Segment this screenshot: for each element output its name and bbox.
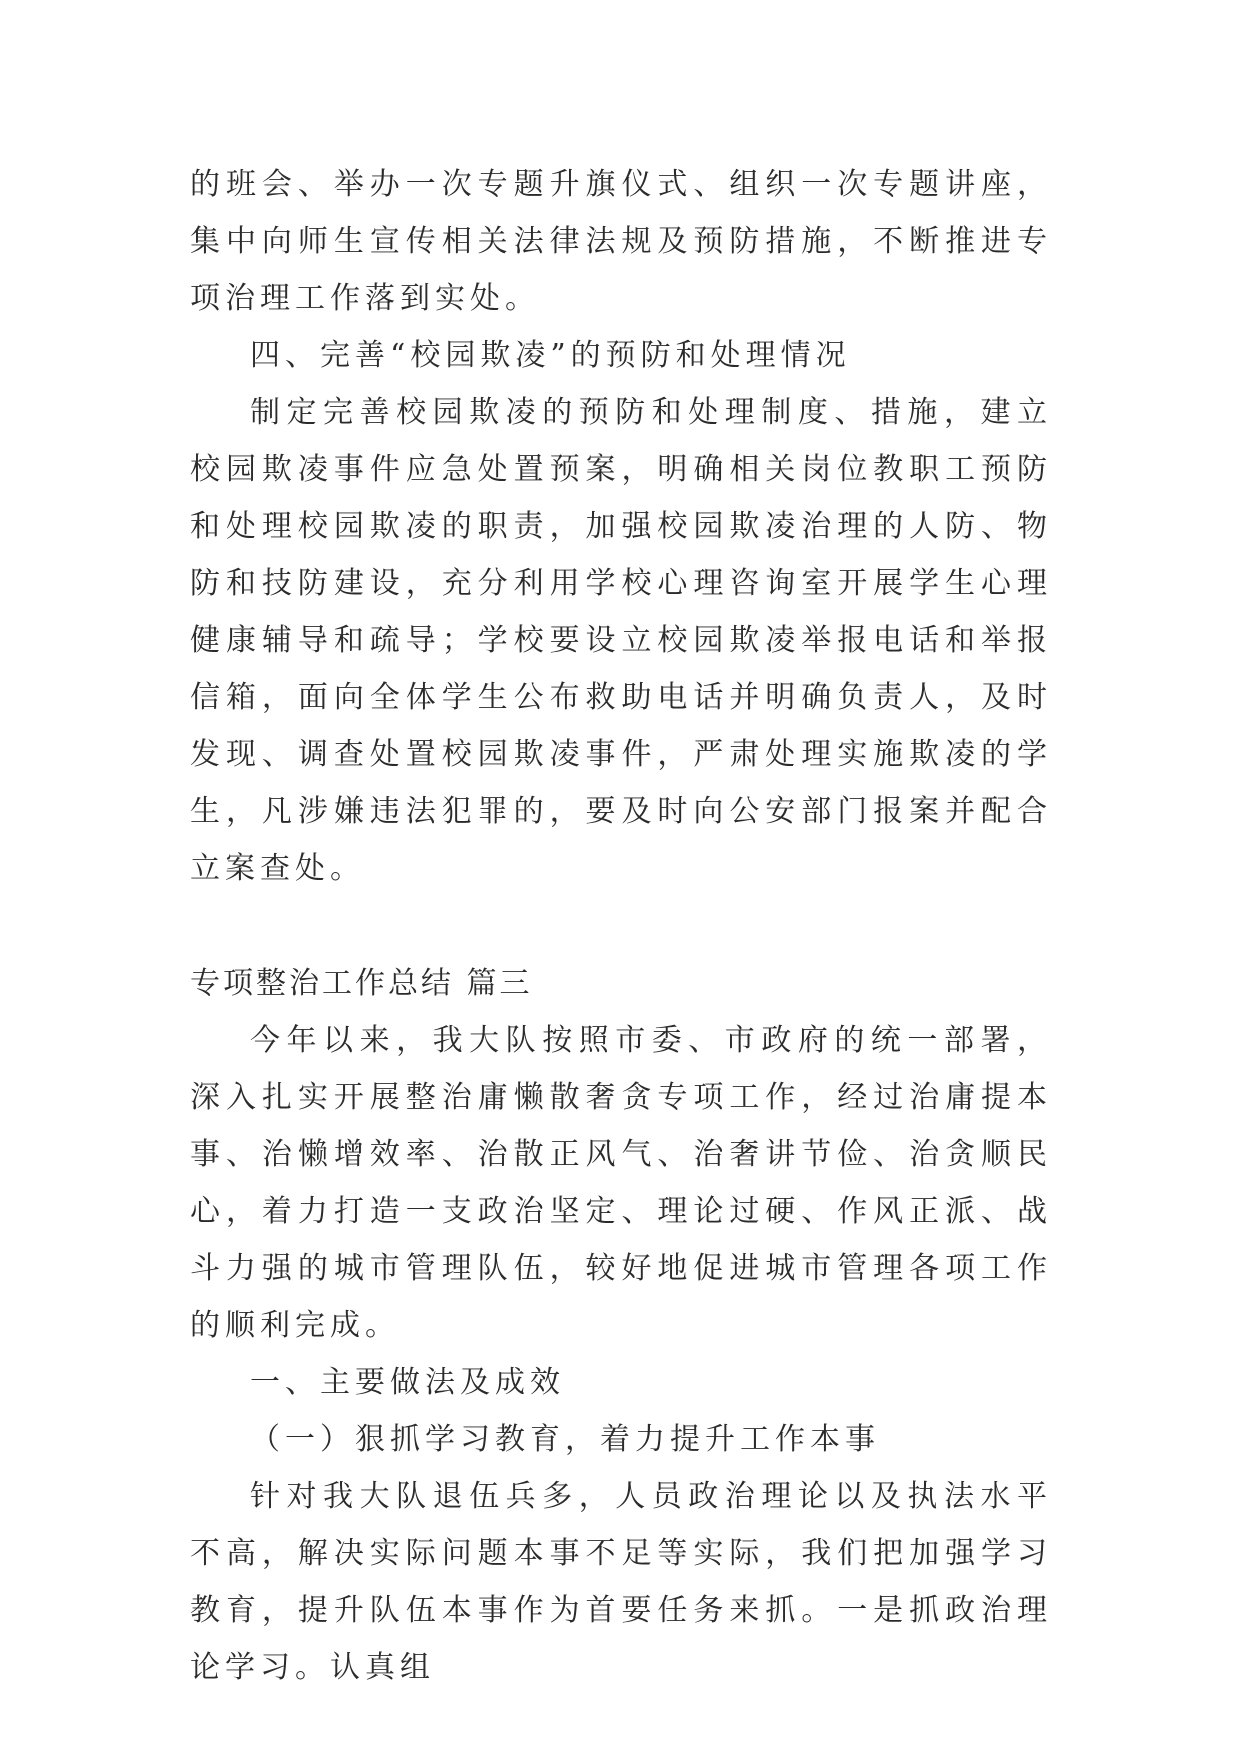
document-body: [190, 156, 1052, 1696]
section-title: 专项整治工作总结 篇三: [190, 966, 533, 1001]
heading-one: 一、主要做法及成效: [250, 1365, 565, 1400]
heading-four: 四、完善“校园欺凌”的预防和处理情况: [250, 338, 851, 373]
paragraph-four: 制定完善校园欺凌的预防和处理制度、措施，建立校园欺凌事件应急处置预案，明确相关岗位教职工预防和处理校园欺凌的职责，加强校园欺凌治理的人防、物防和技防建设，充分利用学校心理咨询室开展学生心理健康辅导和疏导；学校要设立校园欺凌举报电话和举报信箱，面向全体学生公布救助电话并明确负责人，及时发现、调查处置校园欺凌事件，严肃处理实施欺凌的学生，凡涉嫌违法犯罪的，要及时向公安部门报案并配合立案查处。: [190, 395, 1052, 886]
continuation-paragraph: 的班会、举办一次专题升旗仪式、组织一次专题讲座，集中向师生宣传相关法律法规及预防措施，不断推进专项治理工作落到实处。: [190, 167, 1052, 316]
paragraph-one: 针对我大队退伍兵多，人员政治理论以及执法水平不高，解决实际问题本事不足等实际，我们把加强学习教育，提升队伍本事作为首要任务来抓。一是抓政治理论学习。认真组: [190, 1479, 1052, 1685]
subheading-one: （一）狠抓学习教育，着力提升工作本事: [250, 1422, 880, 1457]
intro-paragraph: 今年以来，我大队按照市委、市政府的统一部署，深入扎实开展整治庸懒散奢贪专项工作，经过治庸提本事、治懒增效率、治散正风气、治奢讲节俭、治贪顺民心，着力打造一支政治坚定、理论过硬、作风正派、战斗力强的城市管理队伍，较好地促进城市管理各项工作的顺利完成。: [190, 1023, 1052, 1343]
